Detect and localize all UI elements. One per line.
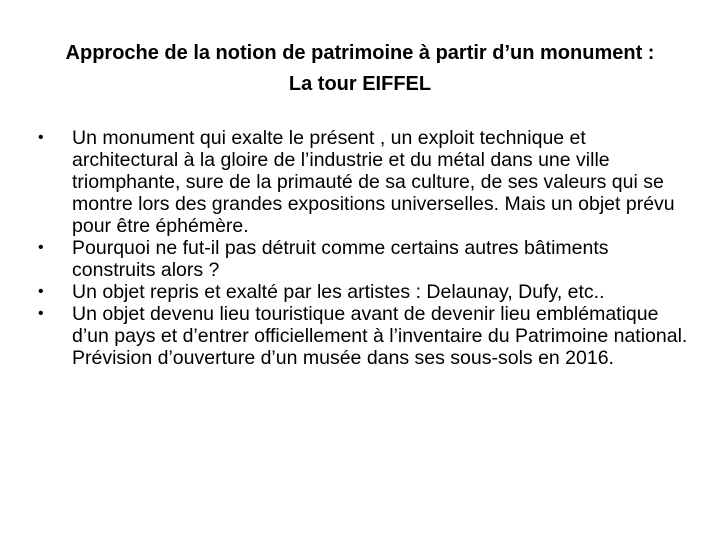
bullet-text: Un objet devenu lieu touristique avant de devenir lieu emblématique d’un pays et d’entrer officiellement à l’inventaire du Patrimoine national. Prévision d’ouverture d’un musée dans ses sous-sols en 2016. [72,303,688,369]
bullet-item-4 [38,303,688,369]
slide-title: Approche de la notion de patrimoine à partir d’un monument : La tour EIFFEL [65,42,655,95]
bullet-text: Pourquoi ne fut-il pas détruit comme certains autres bâtiments construits alors ? [72,237,609,281]
bullet-item-3 [38,281,688,303]
bullet-icon: • [38,305,44,322]
bullet-icon: • [38,239,44,256]
bullet-list [38,127,688,369]
bullet-item-1 [38,127,688,237]
bullet-icon: • [38,283,44,300]
bullet-icon: • [38,129,44,146]
bullet-item-2 [38,237,688,281]
bullet-text: Un objet repris et exalté par les artistes : Delaunay, Dufy, etc.. [72,281,605,303]
bullet-text: Un monument qui exalte le présent , un exploit technique et architectural à la gloire de l’industrie et du métal dans une ville triomphante, sure de la primauté de sa culture, de ses valeurs qui se montre lors des grandes expositions universelles. Mais un objet prévu pour être éphémère. [72,127,675,237]
